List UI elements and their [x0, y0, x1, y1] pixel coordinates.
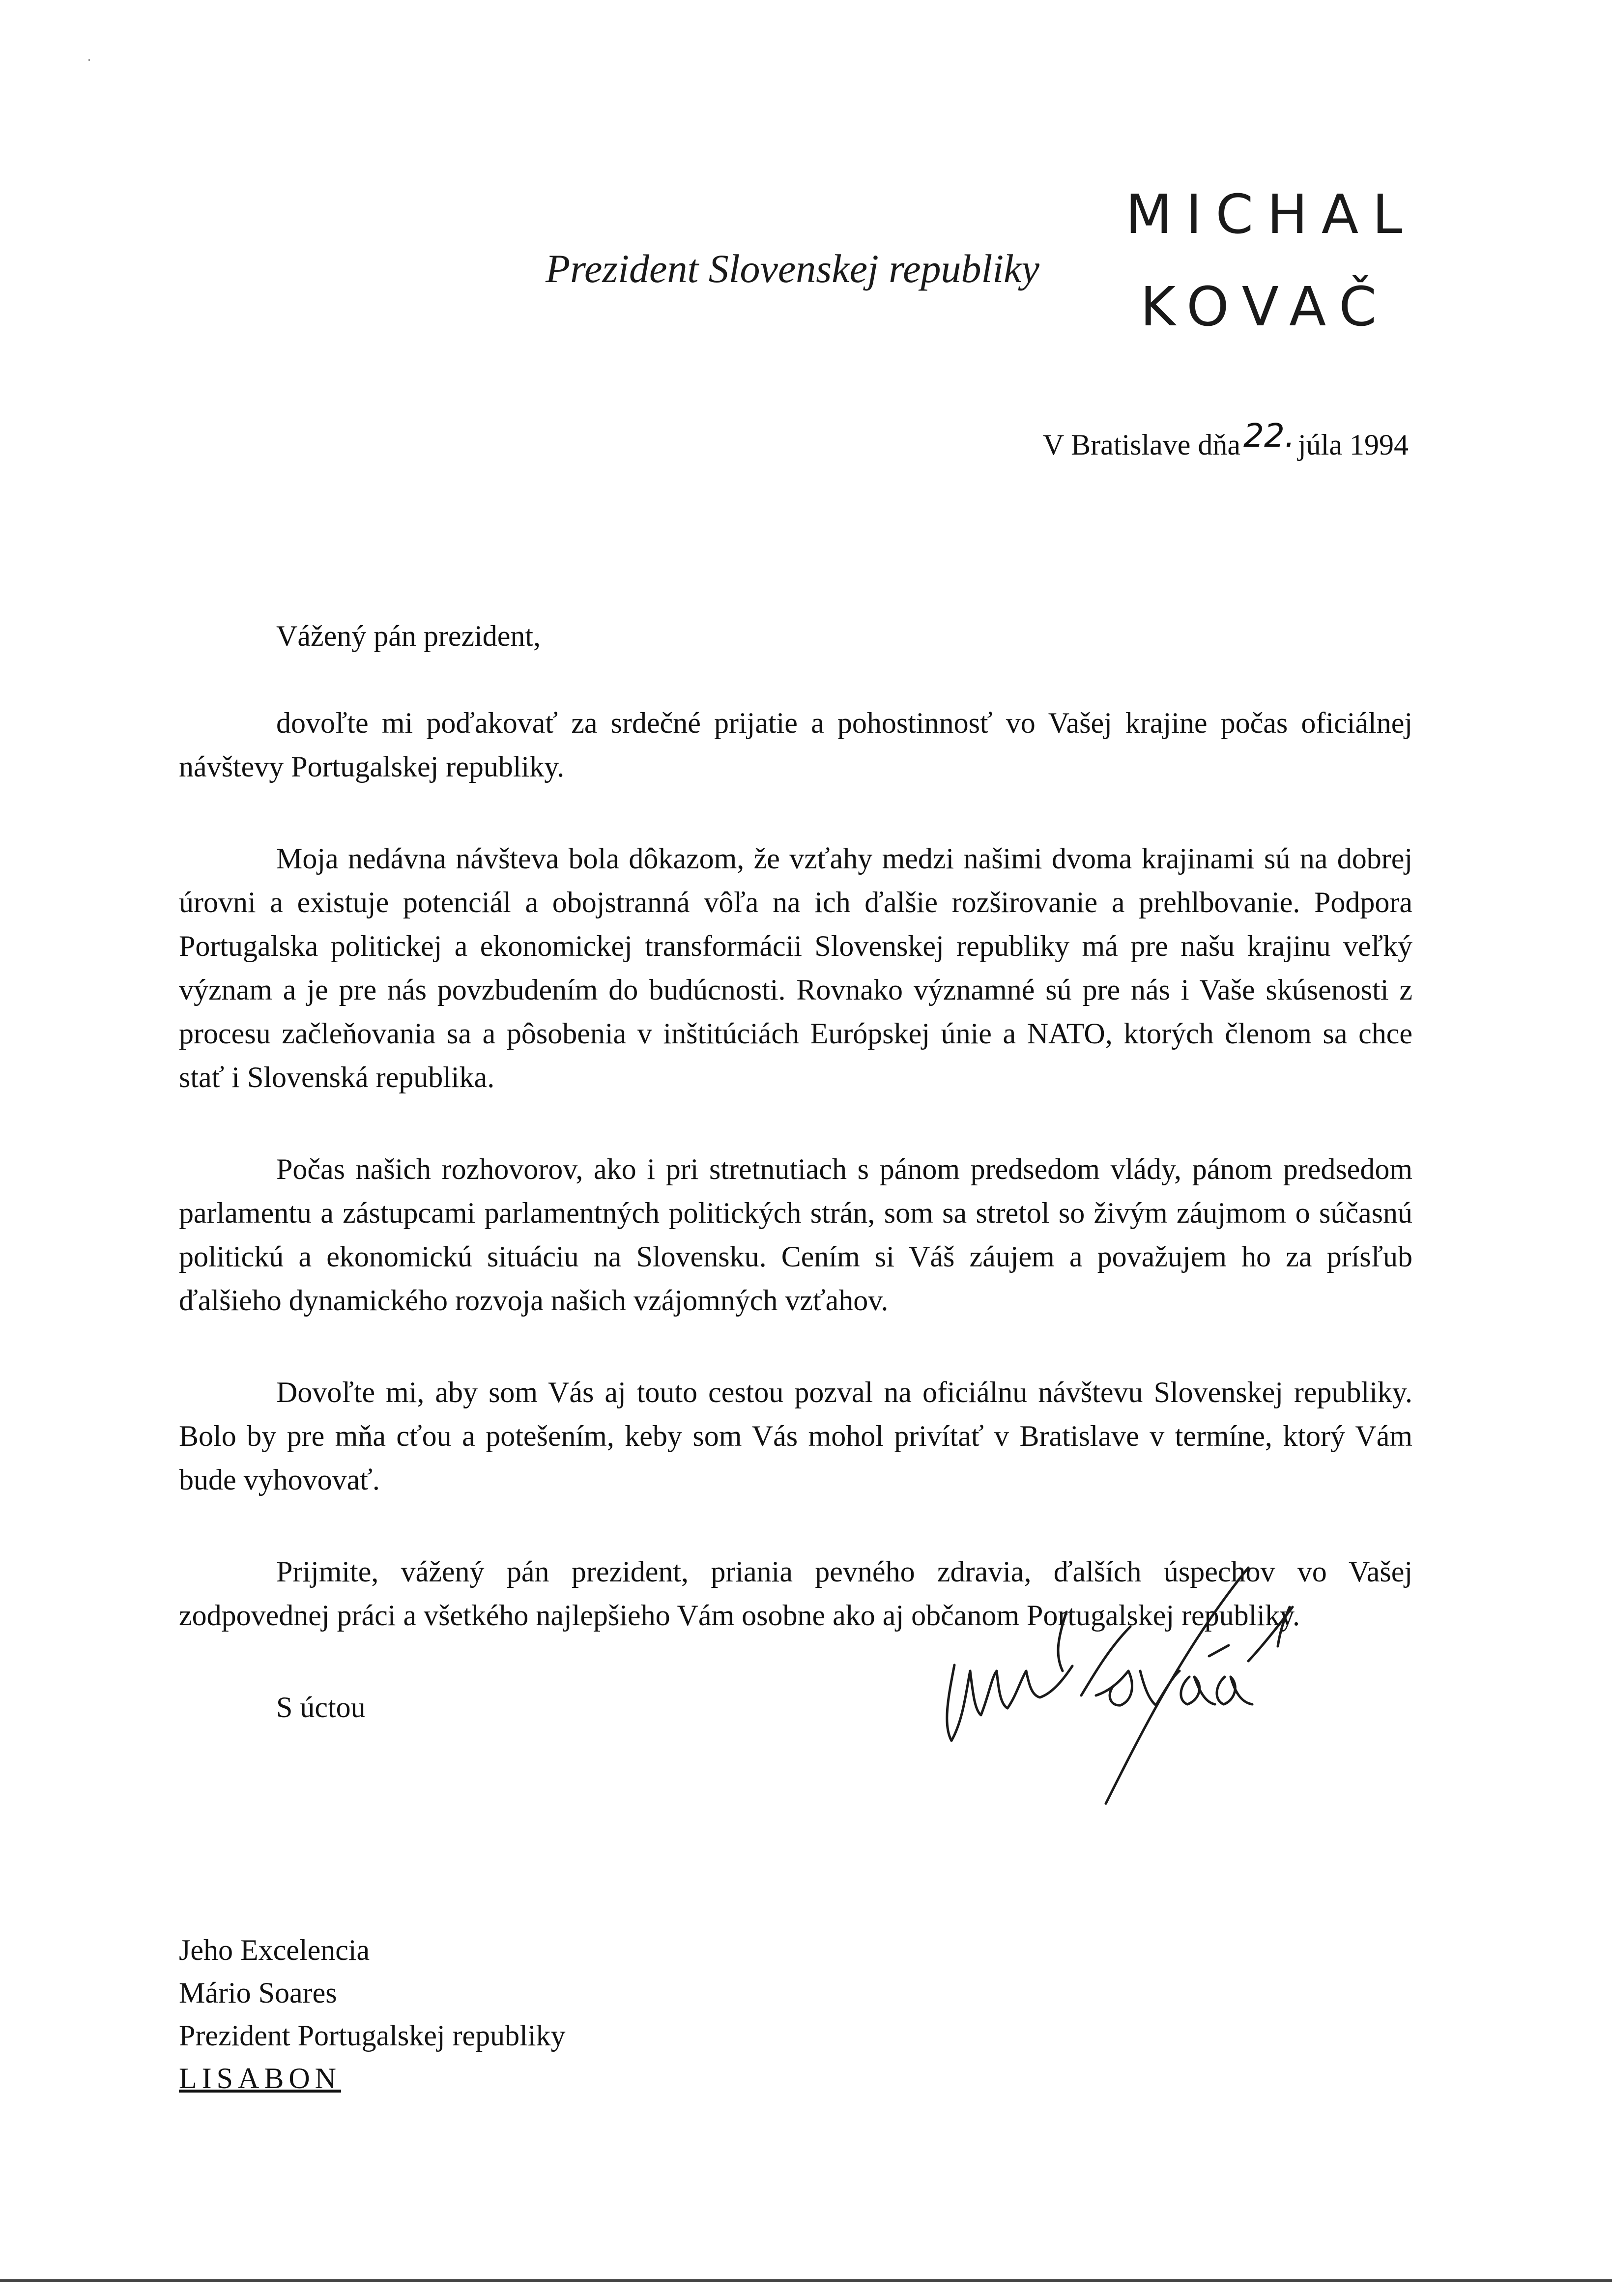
dateline [1042, 417, 1409, 462]
recipient-name: Mário Soares [179, 1977, 337, 2009]
handwritten-name-last: KOVAČ [1140, 275, 1391, 338]
dateline-month-year: júla 1994 [1298, 429, 1409, 461]
dateline-day-handwritten: 22. [1243, 417, 1295, 455]
paragraph-3: Počas našich rozhovorov, ako i pri stretnutiach s pánom predsedom vlády, pánom predsedom parlamentu a zástupcami parlamentných politických strán, som sa stretol so živým záujmom o súčasnú politickú a ekonomickú situáciu na Slovensku. Cením si Váš záujem a považujem ho za prísľub ďalšieho dynamického rozvoja našich vzájomných vzťahov. [179, 1153, 1412, 1317]
paragraph-1: dovoľte mi poďakovať za srdečné prijatie a pohostinnosť vo Vašej krajine počas oficiálnej návštevy Portugalskej republiky. [179, 707, 1412, 783]
scan-speck [88, 59, 90, 61]
recipient-title: Jeho Excelencia [179, 1934, 370, 1966]
handwritten-name-first: MICHAL [1125, 183, 1416, 246]
dateline-place: V Bratislave dňa [1042, 429, 1241, 461]
recipient-office: Prezident Portugalskej republiky [179, 2019, 566, 2052]
salutation: Vážený pán prezident, [276, 620, 541, 652]
letterhead-title: Prezident Slovenskej republiky [546, 246, 1039, 291]
scan-edge-line [0, 2279, 1612, 2282]
paragraph-5: Prijmite, vážený pán prezident, priania pevného zdravia, ďalších úspechov vo Vašej zodpovednej práci a všetkého najlepšieho Vám osobne ako aj občanom Portugalskej republiky. [179, 1555, 1412, 1632]
recipient-address [179, 1929, 566, 2100]
paragraph-2: Moja nedávna návšteva bola dôkazom, že vzťahy medzi našimi dvoma krajinami sú na dobrej úrovni a existuje potenciál a obojstranná vôľa na ich ďalšie rozširovanie a prehlbovanie. Podpora Portugalska politickej a ekonomickej transformácii Slovenskej republiky má pre našu krajinu veľký význam a je pre nás povzbudením do budúcnosti. Rovnako významné sú pre nás i Vaše skúsenosti z procesu začleňovania sa a pôsobenia v inštitúciách Európskej únie a NATO, ktorých členom sa chce stať i Slovenská republika. [179, 842, 1412, 1093]
paragraph-4: Dovoľte mi, aby som Vás aj touto cestou pozval na oficiálnu návštevu Slovenskej republiky. Bolo by pre mňa cťou a potešením, keby som Vás mohol privítať v Bratislave v termíne, ktorý Vám bude vyhovovať. [179, 1376, 1412, 1496]
recipient-city: LISABON [179, 2062, 342, 2095]
handwritten-signature [934, 1548, 1435, 1843]
closing: S úctou [276, 1691, 366, 1723]
